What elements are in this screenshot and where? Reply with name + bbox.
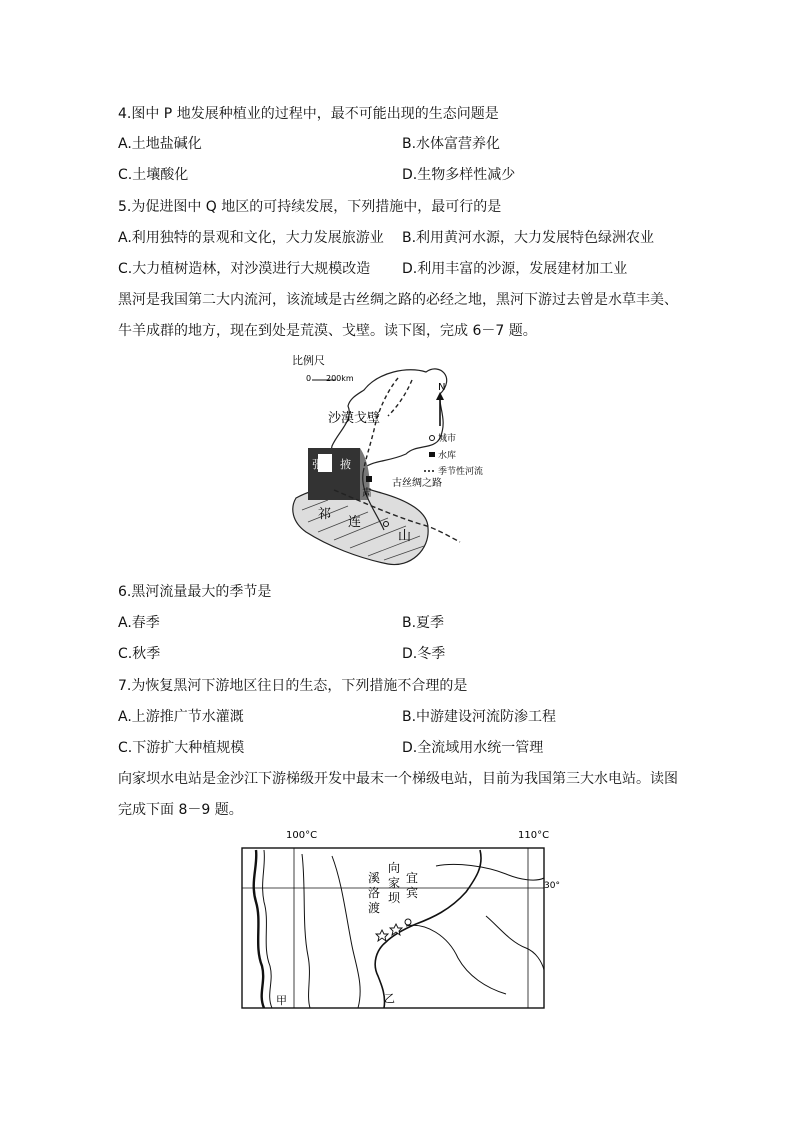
- xiangjiaba-label-1: 向: [388, 861, 401, 875]
- option-4c: C.土壤酸化: [118, 167, 189, 183]
- jinsha-river-map: [236, 826, 558, 1012]
- passage-1-line-2: 牛羊成群的地方，现在到处是荒漠、戈壁。读下图，完成 6－7 题。: [118, 323, 537, 339]
- scale-zero: 0: [306, 374, 312, 383]
- heihe-basin-map: [288, 350, 500, 575]
- legend-seasonal-river: 季节性河流: [438, 467, 484, 477]
- yibin-label-1: 宜: [406, 871, 419, 885]
- option-4a: A.土地盐碱化: [118, 136, 202, 152]
- xiluodu-label-3: 渡: [368, 901, 381, 915]
- option-6c: C.秋季: [118, 646, 161, 662]
- yibin-city-icon: [405, 919, 411, 925]
- option-4b: B.水体富营养化: [402, 136, 501, 152]
- question-6-stem: 6.黑河流量最大的季节是: [118, 584, 272, 600]
- xiluodu-label-2: 洛: [368, 886, 381, 900]
- legend-city-icon: [430, 436, 435, 441]
- desert-label: 沙漠戈壁: [328, 411, 381, 426]
- label-ye: 掖: [340, 458, 351, 471]
- zhangye-oasis-block: [308, 448, 360, 500]
- yibin-label-2: 宾: [406, 886, 419, 900]
- legend-city: 城市: [438, 434, 457, 444]
- longitude-110-label: 110°C: [518, 830, 550, 841]
- legend-reservoir: 水库: [438, 451, 457, 461]
- legend-reservoir-icon: [429, 452, 435, 457]
- passage-2-line-1: 向家坝水电站是金沙江下游梯级开发中最末一个梯级电站，目前为我国第三大水电站。读图: [118, 771, 678, 787]
- option-7d: D.全流域用水统一管理: [402, 740, 544, 756]
- label-shan: 山: [398, 529, 412, 544]
- label-lian: 连: [348, 515, 362, 530]
- option-5a: A.利用独特的景观和文化，大力发展旅游业: [118, 230, 384, 246]
- option-7a: A.上游推广节水灌溉: [118, 709, 244, 725]
- longitude-100-label: 100°C: [286, 830, 318, 841]
- question-7-stem: 7.为恢复黑河下游地区往日的生态，下列措施不合理的是: [118, 678, 468, 694]
- label-qi: 祁: [318, 507, 332, 522]
- label-yi: 乙: [384, 992, 395, 1005]
- xiangjiaba-label-3: 坝: [388, 891, 401, 905]
- scale-title: 比例尺: [292, 354, 325, 367]
- option-5c: C.大力植树造林，对沙漠进行大规模改造: [118, 261, 371, 277]
- latitude-30-label: 30°: [544, 881, 560, 891]
- xiangjiaba-label-2: 家: [388, 876, 401, 890]
- option-7c: C.下游扩大种植规模: [118, 740, 245, 756]
- label-ci: 肃: [362, 488, 372, 499]
- xiluodu-label-1: 溪: [368, 871, 381, 885]
- option-6b: B.夏季: [402, 615, 445, 631]
- passage-1-line-1: 黑河是我国第二大内流河，该流域是古丝绸之路的必经之地，黑河下游过去曾是水草丰美、: [118, 292, 678, 308]
- silk-road-label: 古丝绸之路: [392, 478, 442, 489]
- option-7b: B.中游建设河流防渗工程: [402, 709, 557, 725]
- option-6a: A.春季: [118, 615, 160, 631]
- label-jia: 甲: [276, 994, 287, 1007]
- scale-value: 200km: [326, 374, 354, 383]
- passage-2-line-2: 完成下面 8－9 题。: [118, 802, 243, 818]
- reservoir-marker: [366, 476, 372, 482]
- north-label: N: [438, 382, 446, 393]
- question-4-stem: 4.图中 P 地发展种植业的过程中，最不可能出现的生态问题是: [118, 106, 499, 122]
- option-5b: B.利用黄河水源，大力发展特色绿洲农业: [402, 230, 655, 246]
- option-5d: D.利用丰富的沙源，发展建材加工业: [402, 261, 628, 277]
- label-zhang: 张: [312, 458, 323, 471]
- option-4d: D.生物多样性减少: [402, 167, 516, 183]
- option-6d: D.冬季: [402, 646, 446, 662]
- question-5-stem: 5.为促进图中 Q 地区的可持续发展，下列措施中，最可行的是: [118, 199, 502, 215]
